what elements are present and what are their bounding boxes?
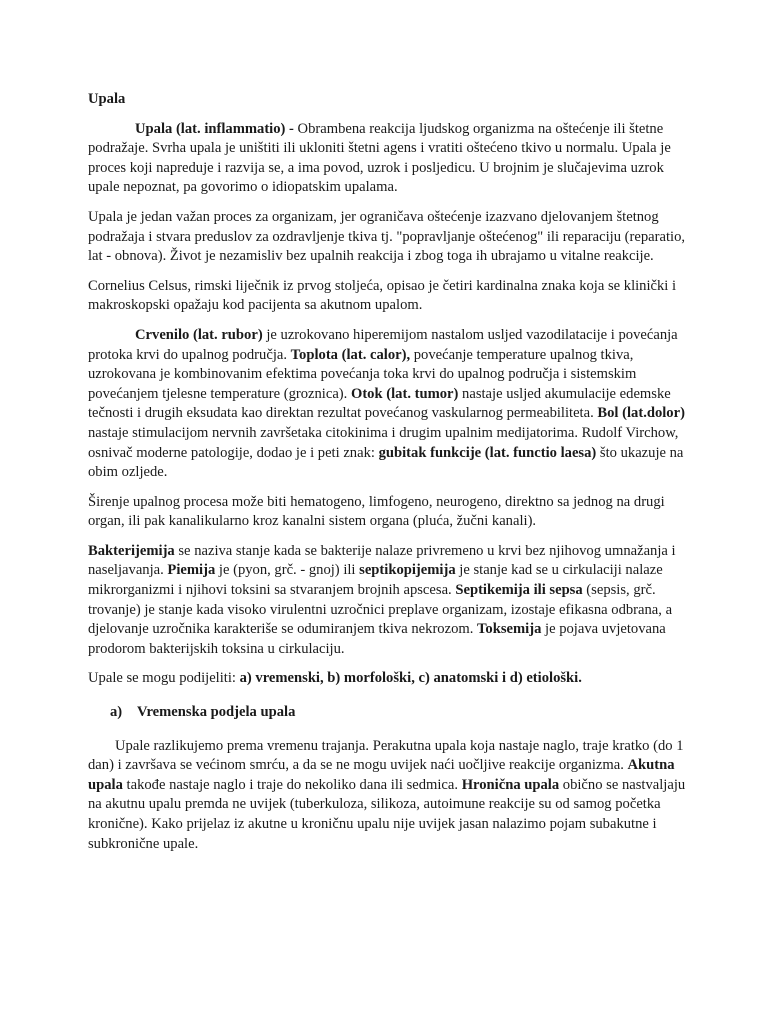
- text-piemija: je (pyon, grč. - gnoj) ili: [215, 562, 360, 579]
- classification-intro: Upale se mogu podijeliti:: [88, 670, 240, 687]
- term-hronicna-upala: Hronična upala: [461, 776, 560, 793]
- paragraph-temporal: [88, 737, 688, 855]
- text-sepsa: (sepsis, grč. trovanje) je stanje kada visoko virulentni uzročnici preplave organizam, izostaje efikasna odbrana, a djelovanje uzročnika karakteriše se odumiranjem tkiva nekrozom.: [88, 582, 673, 638]
- text-rubor: je uzrokovano hiperemijom nastalom usljed vazodilatacije i povećanja protoka krvi do upalnog područja.: [88, 326, 678, 363]
- paragraph-bacteremia: [88, 542, 688, 660]
- term-rubor: Crvenilo (lat. rubor): [135, 326, 263, 343]
- text-septikopijemija: je stanje kad se u cirkulaciji nalaze mikrorganizmi i njihovi toksini sa stvaranjem brojnih apscesa.: [88, 562, 663, 599]
- term-functio-laesa: gubitak funkcije (lat. functio laesa): [378, 444, 597, 461]
- term-septikopijemija: septikopijemija: [359, 562, 456, 579]
- paragraph-definition: [88, 120, 688, 198]
- classification-list: a) vremenski, b) morfološki, c) anatomski i d) etiološki.: [239, 670, 582, 687]
- paragraph-spread: Širenje upalnog procesa može biti hematogeno, limfogeno, neurogeno, direktno sa jednog na drugi organ, ili pak kanalikularno kroz kanalni sistem organa (pluća, žučni kanali).: [88, 493, 665, 530]
- section-title: Vremenska podjela upala: [137, 704, 296, 721]
- text-akutna: takođe nastaje naglo i traje do nekoliko dana ili sedmica.: [122, 776, 462, 793]
- paragraph-cardinal-signs: [88, 326, 688, 483]
- term-bakterijemija: Bakterijemija: [88, 542, 175, 559]
- definition-text: Obrambena reakcija ljudskog organizma na oštećenje ili štetne podražaje. Svrha upala je uništiti ili ukloniti štetni agens i vratiti oštećeno tkivo u normalu. Upala je proces koji napreduje i razvija se, a ima povod, uzrok i posljedicu. U brojnim je slučajevima uzrok upale nepoznat, pa govorimo o idiopatskim upalama.: [88, 120, 671, 196]
- term-dolor: Bol (lat.dolor): [597, 405, 685, 422]
- term-toksemija: Toksemija: [477, 621, 542, 638]
- paragraph-importance: Upala je jedan važan proces za organizam, jer ograničava oštećenje izazvano djelovanjem štetnog podražaja i stvara preduslov za ozdravljenje tkiva tj. "popravljanje oštećenog" ili reparaciju (reparatio, lat - obnova). Život je nezamisliv bez upalnih reakcija i zbog toga ih ubrajamo u vitalne reakcije.: [88, 208, 686, 265]
- text-dolor: nastaje stimulacijom nervnih završetaka citokinima i drugim upalnim medijatorima. Rudolf Virchow, osnivač moderne patologije, dodao je i peti znak:: [88, 424, 679, 461]
- term-akutna-upala: Akutna upala: [88, 757, 675, 793]
- section-heading-a: [110, 703, 688, 723]
- text-perakutna: Upale razlikujemo prema vremenu trajanja. Perakutna upala koja nastaje naglo, traje kratko (do 1 dan) i završava se većinom smrću, a da se ne mogu uvijek naći uočljive reakcije organizma.: [88, 737, 684, 774]
- document-title: Upala: [88, 91, 126, 107]
- text-calor: povećanje temperature upalnog tkiva, uzrokovana je kombinovanim efektima povećanja toka krvi do upalnog područja i sistemskim povećanjem tjelesne temperature (groznica).: [88, 346, 637, 402]
- text-functio-laesa: što ukazuje na obim ozljede.: [88, 444, 684, 481]
- text-toksemija: je pojava uvjetovana prodorom bakterijskih toksina u cirkulaciju.: [88, 621, 666, 657]
- term-piemija: Piemija: [167, 562, 216, 579]
- term-sepsa: Septikemija ili sepsa: [455, 582, 583, 599]
- text-tumor: nastaje usljed akumulacije edemske tečnosti i drugih eksudata kao direktan rezultat povećanog vaskularnog permeabiliteta.: [88, 385, 671, 422]
- term-inflammatio: Upala (lat. inflammatio) -: [135, 120, 294, 137]
- term-tumor: Otok (lat. tumor): [350, 385, 459, 402]
- document-body: [88, 90, 688, 864]
- paragraph-celsus: Cornelius Celsus, rimski liječnik iz prvog stoljeća, opisao je četiri kardinalna znaka koja se klinički i makroskopski opažaju kod pacijenta sa akutnom upalom.: [88, 277, 677, 314]
- section-marker: a): [110, 704, 123, 721]
- term-calor: Toplota (lat. calor),: [290, 346, 411, 363]
- text-hronicna: obično se nastvaljaju na akutnu upalu premda ne uvijek (tuberkuloza, silikoza, autoimune reakcije su od samog početka kronične). Kako prijelaz iz akutne u kroničnu upalu nije uvijek jasan nalazimo pojam subakutne i subkronične upale.: [88, 776, 686, 852]
- text-bakterijemija: se naziva stanje kada se bakterije nalaze privremeno u krvi bez njihovog umnažanja i naseljavanja.: [88, 542, 676, 579]
- paragraph-classification: [88, 669, 688, 689]
